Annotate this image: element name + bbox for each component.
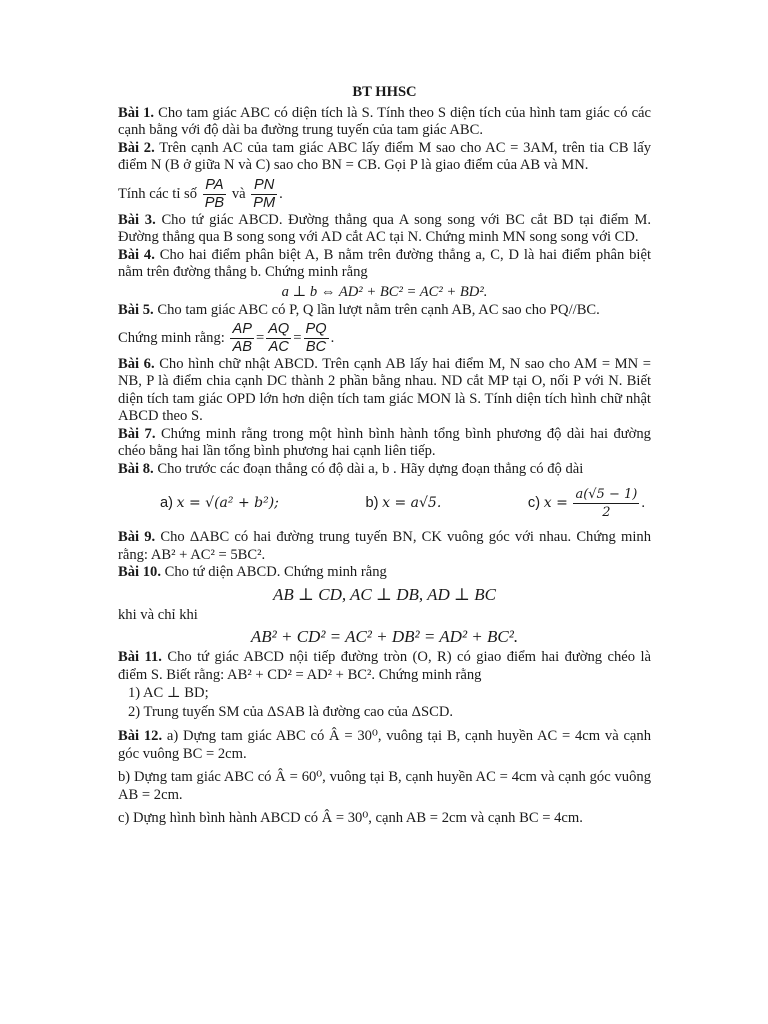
exercise-8-options xyxy=(118,486,651,521)
conjunction: và xyxy=(231,185,246,202)
exercise-text: Cho hình chữ nhật ABCD. Trên cạnh AB lấy hai điểm M, N sao cho AM = MN = NB, P là điểm chia cạnh DC thành 2 phần bằng nhau. ND cắt MP tại O, nối P với N. Biết diện tích tam giác OPD lớn hơn diện tích tam giác MON là S. Tính diện tích hình chữ nhật ABCD theo S. xyxy=(118,355,651,424)
exercise-label: Bài 8. xyxy=(118,460,154,477)
fraction-numerator: PA xyxy=(203,177,226,195)
fraction-denominator: AB xyxy=(232,338,252,355)
option-expression: x = xyxy=(543,494,568,511)
list-item: 1) AC ⊥ BD; xyxy=(128,685,209,701)
exercise-text: Cho hai điểm phân biệt A, B nằm trên đường thẳng a, C, D là hai điểm phân biệt nằm trên đường thẳng b. Chứng minh rằng xyxy=(118,246,651,280)
exercise-5 xyxy=(118,302,651,320)
exercise-11-items xyxy=(128,684,651,722)
fraction-numerator: PQ xyxy=(305,320,327,337)
exercise-text: khi và chỉ khi xyxy=(118,606,198,623)
exercise-1 xyxy=(118,105,651,140)
punctuation: . xyxy=(641,494,645,511)
fraction-numerator: AQ xyxy=(268,320,290,337)
exercise-text: Cho trước các đoạn thẳng có độ dài a, b . Hãy dựng đoạn thẳng có độ dài xyxy=(157,460,584,477)
exercise-label: Bài 1. xyxy=(118,104,155,121)
exercise-2 xyxy=(118,140,651,175)
exercise-label: Bài 5. xyxy=(118,302,154,318)
option-label: b) xyxy=(365,494,379,511)
exercise-text: Chứng minh rằng trong một hình bình hành tổng bình phương độ dài hai đường chéo bằng hai lần tổng bình phương hai cạnh liên tiếp. xyxy=(118,425,651,459)
exercise-2-ratios xyxy=(118,177,651,212)
exercise-6 xyxy=(118,356,651,426)
exercise-label: Bài 11. xyxy=(118,649,162,665)
exercise-label: Bài 7. xyxy=(118,425,156,442)
exercise-7 xyxy=(118,426,651,461)
exercise-8 xyxy=(118,461,651,479)
formula: AB ⊥ CD, AC ⊥ DB, AD ⊥ BC xyxy=(272,584,496,604)
fraction-denominator: PB xyxy=(204,194,225,211)
fraction-pa-pb xyxy=(203,177,226,212)
exercise-text: Chứng minh rằng: xyxy=(118,329,225,346)
exercise-text: Tính các tỉ số xyxy=(118,185,198,202)
fraction-numerator: a(√5 − 1) xyxy=(575,487,638,502)
document-title: BT HHSC xyxy=(352,84,417,100)
exercise-9 xyxy=(118,529,651,564)
exercise-5-proof: Chứng minh rằng: $\frac{AP}{AB}$ = $\frac{AQ}{AC}$ = $\frac{PQ}{BC}$ . xyxy=(118,320,335,355)
option-a xyxy=(160,495,279,513)
exercise-12-b: b) Dựng tam giác ABC có Â = 60⁰, vuông tại B, cạnh huyền AC = 4cm và cạnh góc vuông AB = 2cm. xyxy=(118,769,651,803)
option-expression: x = a√5. xyxy=(382,494,442,511)
option-c xyxy=(528,486,645,521)
fraction-numerator: PN xyxy=(251,177,277,195)
punctuation: . xyxy=(279,185,283,202)
option-label: c) xyxy=(527,494,541,511)
exercise-11 xyxy=(118,649,651,684)
formula: AB² + CD² = AC² + DB² = AD² + BC². xyxy=(250,627,519,646)
exercise-text: Cho tứ diện ABCD. Chứng minh rằng xyxy=(164,564,387,580)
exercise-label: Bài 10. xyxy=(118,564,161,580)
fraction-denominator: 2 xyxy=(602,505,611,520)
exercise-10 xyxy=(118,564,651,582)
exercise-label: Bài 9. xyxy=(118,529,156,545)
exercise-label: Bài 12. xyxy=(118,728,163,744)
exercise-4 xyxy=(118,247,651,282)
option-expression: x = √(a² + b²); xyxy=(176,494,279,511)
exercise-label: Bài 4. xyxy=(118,246,155,263)
fraction-denominator: PM xyxy=(253,194,276,211)
exercise-12-c: c) Dựng hình bình hành ABCD có Â = 30⁰, cạnh AB = 2cm và cạnh BC = 4cm. xyxy=(118,810,583,826)
fraction-aq-ac xyxy=(266,321,291,356)
fraction-ap-ab xyxy=(230,321,253,356)
exercise-text: Cho tứ giác ABCD nội tiếp đường tròn (O, R) có giao điểm hai đường chéo là điểm S. Biết rằng: AB² + CD² = AD² + BC². Chứng minh rằng xyxy=(118,649,652,683)
fraction-pn-pm xyxy=(251,177,277,212)
fraction-pq-bc xyxy=(304,321,329,356)
exercise-text: Cho ΔABC có hai đường trung tuyến BN, CK vuông góc với nhau. Chứng minh rằng: AB² + AC² = 5BC². xyxy=(118,529,652,563)
exercise-3 xyxy=(118,212,651,247)
fraction-c xyxy=(573,486,639,521)
option-b xyxy=(366,495,442,513)
exercise-12 xyxy=(118,728,651,763)
option-label: a) xyxy=(160,494,173,511)
list-item: 2) Trung tuyến SM của ΔSAB là đường cao của ΔSCD. xyxy=(128,704,454,720)
fraction-numerator: AP xyxy=(232,320,252,337)
exercise-label: Bài 6. xyxy=(118,355,155,372)
exercise-text: a) Dựng tam giác ABC có Â = 30⁰, vuông tại B, cạnh huyền AC = 4cm và cạnh góc vuông BC = 2cm. xyxy=(118,728,651,762)
exercise-text: Cho tam giác ABC có P, Q lần lượt nằm trên cạnh AB, AC sao cho PQ//BC. xyxy=(157,302,600,318)
document-page xyxy=(118,84,651,828)
exercise-label: Bài 2. xyxy=(118,139,155,156)
exercise-label: Bài 3. xyxy=(118,211,156,228)
formula: a ⊥ b ⇔ AD² + BC² = AC² + BD². xyxy=(281,283,488,300)
fraction-denominator: AC xyxy=(268,338,289,355)
exercise-text: Trên cạnh AC của tam giác ABC lấy điểm M sao cho AC = 3AM, trên tia CB lấy điểm N (B ở giữa N và C) sao cho BN = CB. Gọi P là giao điểm của AB và MN. xyxy=(118,139,651,173)
exercise-text: Cho tam giác ABC có diện tích là S. Tính theo S diện tích của hình tam giác có các cạnh bằng với độ dài ba đường trung tuyến của tam giác ABC. xyxy=(118,104,652,138)
fraction-denominator: BC xyxy=(305,338,327,355)
exercise-text: Cho tứ giác ABCD. Đường thẳng qua A song song với BC cắt BD tại điểm M. Đường thẳng qua B song song với AD cắt AC tại N. Chứng minh MN song song với CD. xyxy=(118,211,651,245)
